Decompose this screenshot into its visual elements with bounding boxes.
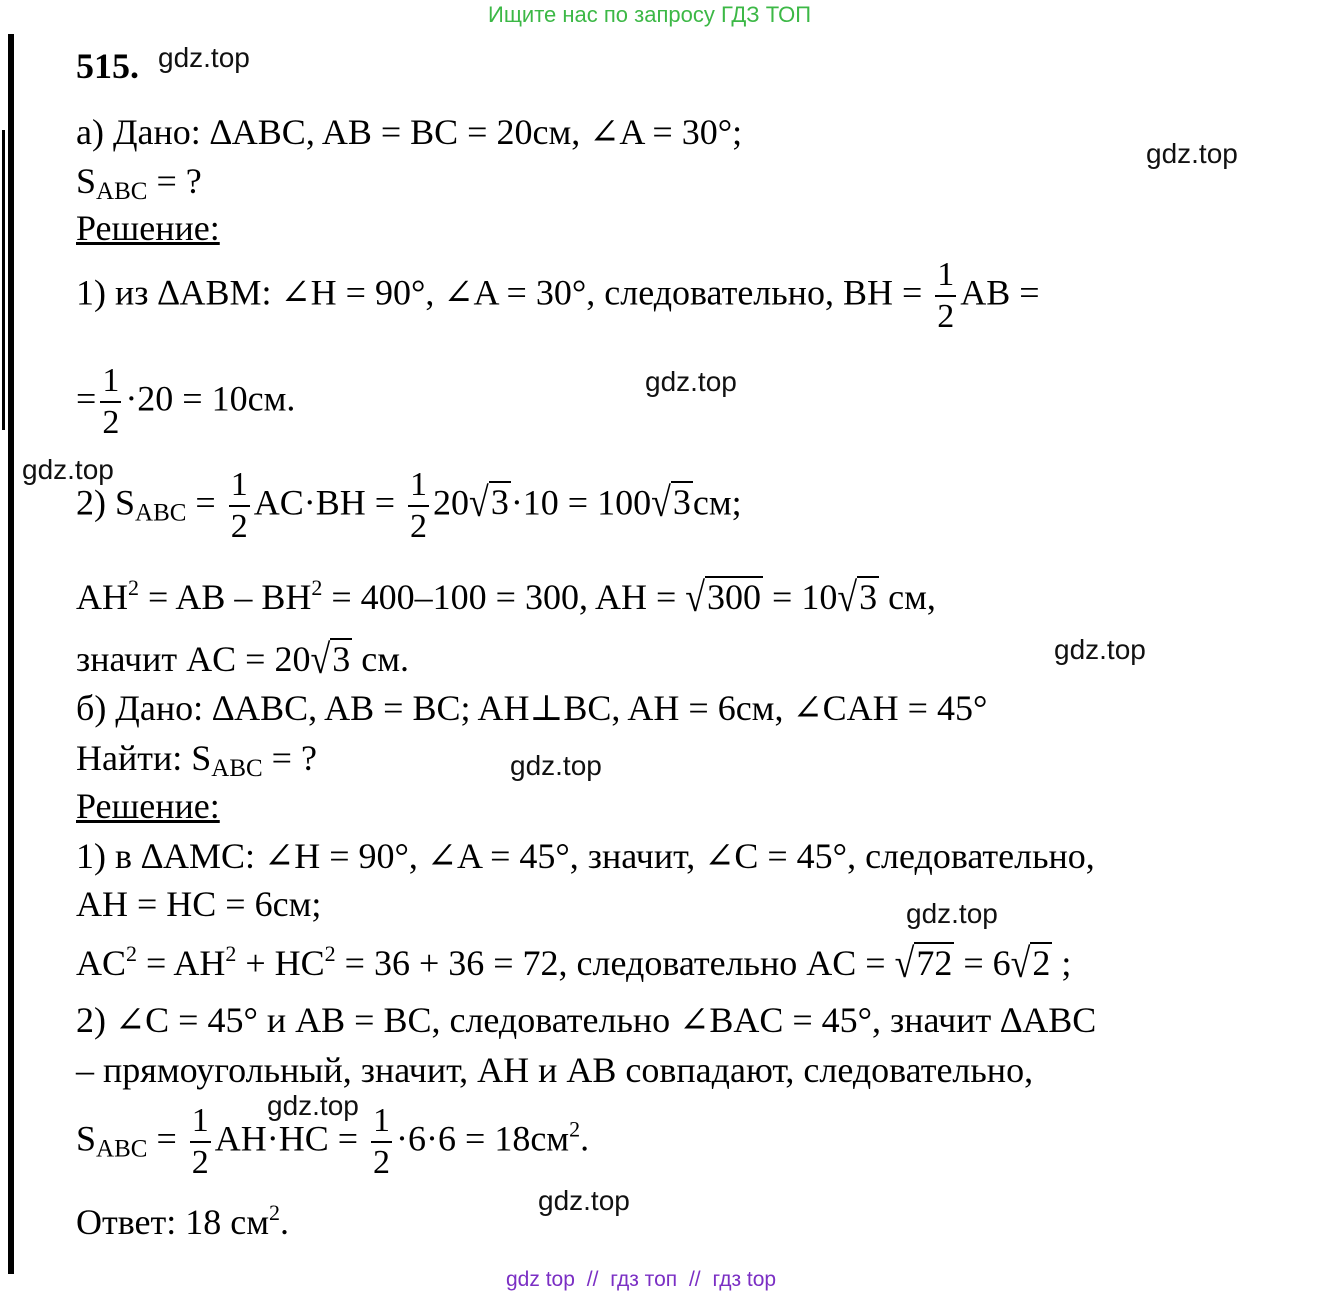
watermark: gdz.top bbox=[645, 366, 737, 397]
subscript: ABC bbox=[135, 499, 187, 527]
text: . bbox=[280, 1202, 289, 1242]
text: = AH bbox=[137, 943, 226, 983]
text: AH·HC = bbox=[214, 1118, 368, 1159]
part-a-step1 bbox=[76, 258, 1040, 334]
text: = bbox=[186, 482, 225, 523]
numerator: 1 bbox=[408, 468, 429, 507]
text: ·10 = 100 bbox=[510, 482, 652, 523]
denominator: 2 bbox=[410, 508, 428, 545]
text: = bbox=[147, 1118, 186, 1159]
fraction-one-half bbox=[190, 1104, 211, 1180]
part-b-area bbox=[76, 1104, 589, 1180]
superscript: 2 bbox=[311, 575, 323, 600]
radicand: 3 bbox=[672, 482, 691, 523]
superscript: 2 bbox=[225, 941, 237, 966]
scan-edge-line-thin bbox=[2, 130, 5, 430]
part-a-find bbox=[76, 163, 202, 204]
part-b-given: б) Дано: ∆ABC, AB = BC; AH⊥BC, AH = 6см, ∠CAH = 45° bbox=[76, 688, 988, 728]
text: = 400–100 = 300, AH = bbox=[322, 577, 686, 617]
superscript: 2 bbox=[126, 941, 138, 966]
text: ·6·6 = 18см bbox=[396, 1118, 570, 1159]
radicand: 300 bbox=[707, 577, 762, 617]
part-a-solution-title: Решение: bbox=[76, 208, 220, 248]
text: см. bbox=[352, 639, 409, 679]
text: Найти: S bbox=[76, 738, 212, 778]
square-root: √3 bbox=[837, 574, 878, 620]
numerator: 1 bbox=[371, 1104, 392, 1143]
square-root: √300 bbox=[685, 574, 762, 620]
part-a-ah-calc bbox=[76, 574, 936, 620]
footer-link-gdz-top[interactable]: gdz top bbox=[506, 1268, 575, 1291]
watermark: gdz.top bbox=[538, 1185, 630, 1216]
text: AB = bbox=[960, 272, 1040, 313]
text: = ? bbox=[147, 161, 202, 201]
footer-separator: // bbox=[688, 1268, 701, 1291]
radicand: 3 bbox=[490, 482, 509, 523]
text: + HC bbox=[236, 943, 325, 983]
part-b-step2: 2) ∠C = 45° и AB = BC, следовательно ∠BAC = 45°, значит ∆ABC bbox=[76, 1000, 1097, 1040]
text: 1) из ∆ABM: ∠H = 90°, ∠A = 30°, следовательно, BH = bbox=[76, 272, 932, 313]
superscript: 2 bbox=[128, 575, 139, 600]
part-b-step1-continued: AH = HC = 6см; bbox=[76, 884, 322, 924]
watermark: gdz.top bbox=[906, 898, 998, 929]
problem-number: 515. bbox=[76, 46, 139, 86]
numerator: 1 bbox=[190, 1104, 211, 1143]
text: . bbox=[580, 1118, 590, 1159]
radicand: 3 bbox=[332, 639, 351, 679]
text: значит AC = 20 bbox=[76, 639, 311, 679]
text: = 10 bbox=[763, 577, 838, 617]
part-b-ac-calc bbox=[76, 940, 1072, 986]
text: AC bbox=[76, 943, 127, 983]
text: см, bbox=[879, 577, 936, 617]
fraction-one-half bbox=[229, 468, 250, 544]
text: 2) S bbox=[76, 482, 136, 523]
denominator: 2 bbox=[937, 298, 955, 335]
fraction-one-half bbox=[935, 258, 956, 334]
header-watermark: Ищите нас по запросу ГДЗ ТОП bbox=[488, 2, 812, 27]
part-b-find bbox=[76, 740, 317, 781]
watermark: gdz.top bbox=[1054, 634, 1146, 665]
text: см; bbox=[692, 482, 742, 523]
denominator: 2 bbox=[191, 1144, 209, 1181]
subscript: ABC bbox=[96, 1135, 148, 1163]
numerator: 1 bbox=[100, 364, 121, 403]
superscript: 2 bbox=[269, 1200, 280, 1225]
area-symbol: S bbox=[76, 1118, 97, 1159]
footer-link-gdz-top-mixed[interactable]: гдз top bbox=[712, 1268, 777, 1291]
answer bbox=[76, 1202, 289, 1240]
footer-links bbox=[506, 1268, 776, 1292]
text: AH bbox=[76, 577, 128, 617]
watermark: gdz.top bbox=[510, 750, 602, 781]
denominator: 2 bbox=[230, 508, 248, 545]
footer-separator: // bbox=[586, 1268, 599, 1291]
watermark: gdz.top bbox=[267, 1090, 359, 1121]
square-root: √3 bbox=[651, 479, 691, 526]
numerator: 1 bbox=[935, 258, 956, 297]
footer-link-gdz-top-ru[interactable]: гдз топ bbox=[610, 1268, 678, 1291]
radicand: 2 bbox=[1032, 943, 1051, 983]
part-a-step2 bbox=[76, 468, 742, 544]
part-b-step1: 1) в ∆AMC: ∠H = 90°, ∠A = 45°, значит, ∠C = 45°, следовательно, bbox=[76, 836, 1095, 876]
fraction-one-half bbox=[408, 468, 429, 544]
text: = bbox=[76, 378, 97, 419]
denominator: 2 bbox=[373, 1144, 391, 1181]
fraction-one-half bbox=[100, 364, 121, 440]
watermark: gdz.top bbox=[22, 454, 114, 485]
text: = ? bbox=[262, 738, 317, 778]
subscript: ABC bbox=[96, 178, 148, 205]
text: = 6 bbox=[954, 943, 1011, 983]
subscript: ABC bbox=[211, 755, 263, 782]
square-root: √3 bbox=[469, 479, 509, 526]
text: Ответ: 18 см bbox=[76, 1202, 269, 1242]
radicand: 3 bbox=[859, 577, 878, 617]
numerator: 1 bbox=[229, 468, 250, 507]
square-root: √3 bbox=[310, 636, 351, 682]
denominator: 2 bbox=[102, 404, 120, 441]
text: = AB – BH bbox=[139, 577, 312, 617]
text: = 36 + 36 = 72, следовательно AC = bbox=[335, 943, 895, 983]
superscript: 2 bbox=[324, 941, 336, 966]
text: ; bbox=[1052, 943, 1072, 983]
text: 20 bbox=[433, 482, 470, 523]
part-b-step2-continued: – прямоугольный, значит, AH и AB совпадают, следовательно, bbox=[76, 1050, 1034, 1090]
part-a-step1-continued bbox=[76, 364, 295, 440]
text: AC·BH = bbox=[253, 482, 405, 523]
square-root: √72 bbox=[894, 940, 953, 986]
area-symbol: S bbox=[76, 161, 97, 201]
watermark: gdz.top bbox=[1146, 138, 1238, 169]
scan-edge-line bbox=[8, 34, 14, 1274]
watermark: gdz.top bbox=[158, 42, 250, 73]
fraction-one-half bbox=[371, 1104, 392, 1180]
part-a-ac-result bbox=[76, 636, 409, 682]
radicand: 72 bbox=[916, 943, 953, 983]
square-root: √2 bbox=[1010, 940, 1051, 986]
text: ·20 = 10см. bbox=[125, 378, 296, 419]
superscript: 2 bbox=[569, 1116, 581, 1142]
part-a-given: а) Дано: ∆ABC, AB = BC = 20см, ∠A = 30°; bbox=[76, 112, 743, 152]
part-b-solution-title: Решение: bbox=[76, 786, 220, 826]
